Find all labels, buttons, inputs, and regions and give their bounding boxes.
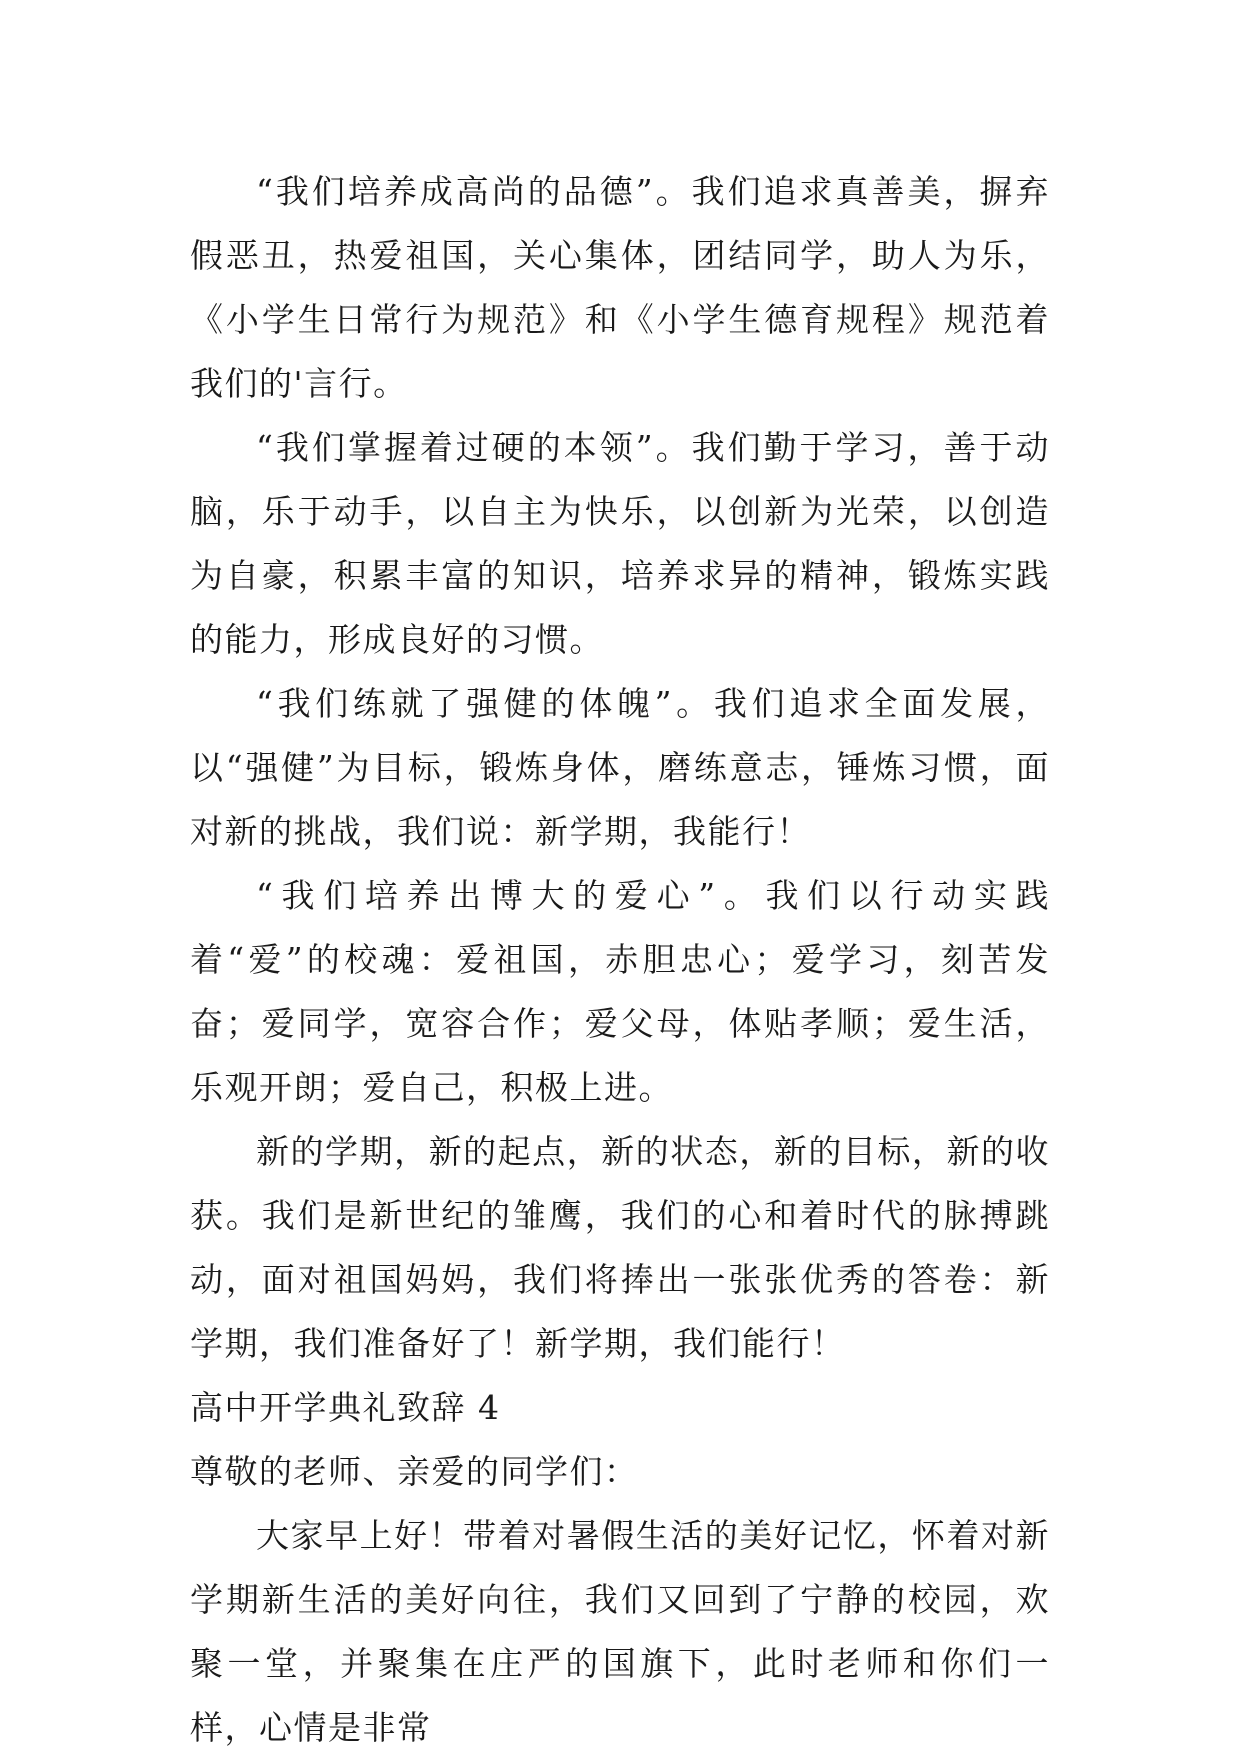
section-heading: 高中开学典礼致辞 4 — [190, 1388, 501, 1427]
paragraph-skills: “我们掌握着过硬的本领”。我们勤于学习，善于动脑，乐于动手，以自主为快乐，以创新为光荣，以创造为自豪，积累丰富的知识，培养求异的精神，锻炼实践的能力，形成良好的习惯。 — [190, 428, 1050, 659]
paragraph-physique: “我们练就了强健的体魄”。我们追求全面发展，以“强健”为目标，锻炼身体，磨练意志，锤炼习惯，面对新的挑战，我们说：新学期，我能行！ — [190, 684, 1050, 851]
paragraph-greeting: 大家早上好！带着对暑假生活的美好记忆，怀着对新学期新生活的美好向往，我们又回到了宁静的校园，欢聚一堂，并聚集在庄严的国旗下，此时老师和你们一样，心情是非常 — [190, 1516, 1050, 1747]
paragraph-new-semester: 新的学期，新的起点，新的状态，新的目标，新的收获。我们是新世纪的雏鹰，我们的心和着时代的脉搏跳动，面对祖国妈妈，我们将捧出一张张优秀的答卷：新学期，我们准备好了！新学期，我们能行！ — [190, 1132, 1050, 1363]
paragraph-love: “我们培养出博大的爱心”。我们以行动实践着“爱”的校魂：爱祖国，赤胆忠心；爱学习，刻苦发奋；爱同学，宽容合作；爱父母，体贴孝顺；爱生活，乐观开朗；爱自己，积极上进。 — [190, 876, 1050, 1107]
salutation: 尊敬的老师、亲爱的同学们： — [190, 1452, 639, 1491]
document-body — [190, 160, 1050, 1760]
paragraph-virtue: “我们培养成高尚的品德”。我们追求真善美，摒弃假恶丑，热爱祖国，关心集体，团结同学，助人为乐，《小学生日常行为规范》和《小学生德育规程》规范着我们的'言行。 — [190, 172, 1050, 403]
